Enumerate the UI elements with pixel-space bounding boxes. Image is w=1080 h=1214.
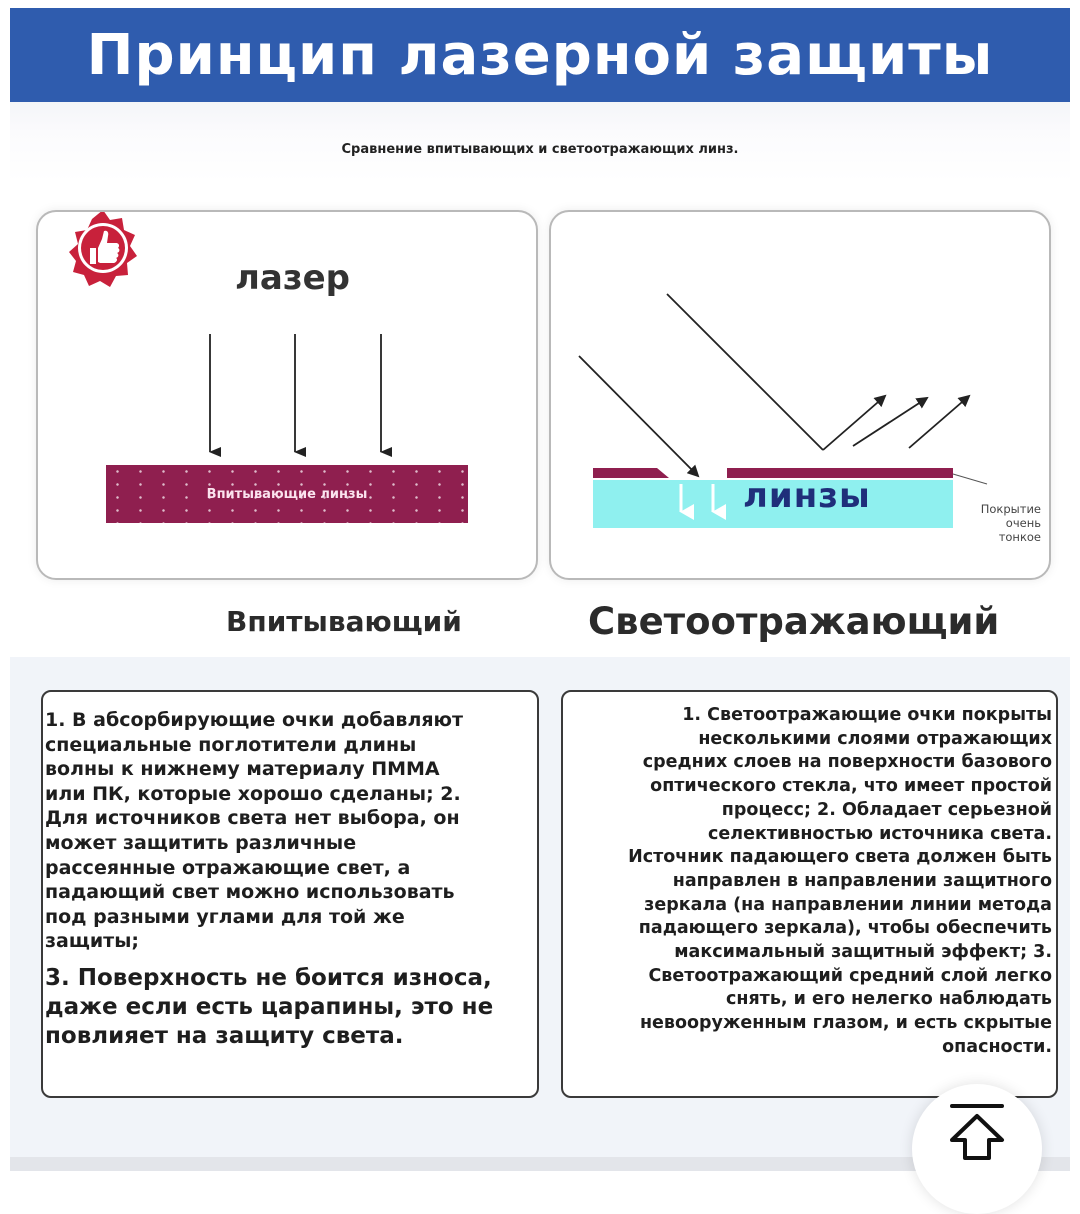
- text-line: процесс; 2. Обладает серьезной: [721, 799, 1052, 820]
- text-line: может защитить различные: [45, 831, 357, 854]
- thumbs-up-icon: [69, 212, 137, 287]
- text-line: повлияет на защиту света.: [45, 1022, 404, 1049]
- coating-note-line: тонкое: [998, 530, 1041, 544]
- reflected-rays: [823, 396, 969, 450]
- text-line: падающего зеркала), чтобы обеспечить: [638, 918, 1052, 939]
- coating-pointer-line: [953, 474, 987, 484]
- title-banner: [10, 8, 1070, 102]
- text-line: 1. Светоотражающие очки покрыты: [682, 705, 1052, 725]
- lens-label: линзы: [743, 476, 871, 516]
- absorbing-diagram-panel: [36, 210, 538, 580]
- text-line: волны к нижнему материалу ПММА: [45, 758, 440, 781]
- text-line: зеркала (на направлении линии метода: [644, 894, 1052, 915]
- incident-rays: [579, 294, 823, 476]
- text-line: падающий свет можно использовать: [45, 881, 455, 904]
- comparison-subtitle: Сравнение впитывающих и светоотражающих линз.: [341, 142, 739, 157]
- text-line: средних слоев на поверхности базового: [642, 752, 1052, 773]
- reflective-caption: Светоотражающий: [588, 600, 1000, 643]
- text-line: Источник падающего света должен быть: [628, 847, 1052, 868]
- reflective-diagram-panel: [549, 210, 1051, 580]
- incident-ray-2: [667, 294, 823, 450]
- text-line: защиты;: [45, 930, 139, 953]
- text-line: или ПК, которые хорошо сделаны; 2.: [45, 782, 461, 805]
- laser-label: лазер: [235, 258, 350, 298]
- coating-layer-left: [593, 468, 669, 478]
- text-line: направлен в направлении защитного: [672, 870, 1052, 891]
- coating-note-line: Покрытие: [980, 502, 1041, 516]
- text-line: опасности.: [942, 1036, 1052, 1057]
- text-line: максимальный защитный эффект; 3.: [674, 942, 1052, 963]
- laser-arrows: [210, 334, 381, 452]
- arrow-up-to-top-icon: [942, 1102, 1012, 1164]
- text-line: Светоотражающий средний слой легко: [648, 965, 1052, 986]
- text-line: оптического стекла, что имеет простой: [650, 776, 1052, 797]
- reflective-description: [561, 690, 1058, 1098]
- scroll-to-top-button[interactable]: [912, 1084, 1042, 1214]
- absorbing-lens-label: Впитывающие линзы: [206, 486, 368, 502]
- text-line: Для источников света нет выбора, он: [45, 807, 460, 830]
- incident-ray-1: [579, 356, 698, 476]
- text-line: рассеянные отражающие свет, а: [45, 856, 411, 879]
- reflected-ray-2: [853, 398, 927, 446]
- text-line: 1. В абсорбирующие очки добавляют: [45, 709, 464, 731]
- coating-note-line: очень: [1005, 516, 1041, 530]
- text-line: селективностью источника света.: [708, 823, 1052, 844]
- text-line: невооруженным глазом, и есть скрытые: [639, 1013, 1052, 1034]
- text-line: несколькими слоями отражающих: [698, 728, 1052, 749]
- text-line: снять, и его нелегко наблюдать: [725, 989, 1052, 1010]
- text-line: даже если есть царапины, это не: [45, 993, 494, 1020]
- text-line: 3. Поверхность не боится износа,: [45, 964, 492, 991]
- text-line: специальные поглотители длины: [45, 733, 417, 756]
- reflected-ray-1: [823, 396, 885, 450]
- page-title: Принцип лазерной защиты: [86, 22, 994, 88]
- absorbing-caption: Впитывающий: [226, 605, 462, 638]
- coating-note: [949, 502, 1041, 544]
- footer-bar: [10, 1157, 1070, 1171]
- text-line: под разными углами для той же: [45, 905, 405, 928]
- absorbing-description: [41, 690, 539, 1098]
